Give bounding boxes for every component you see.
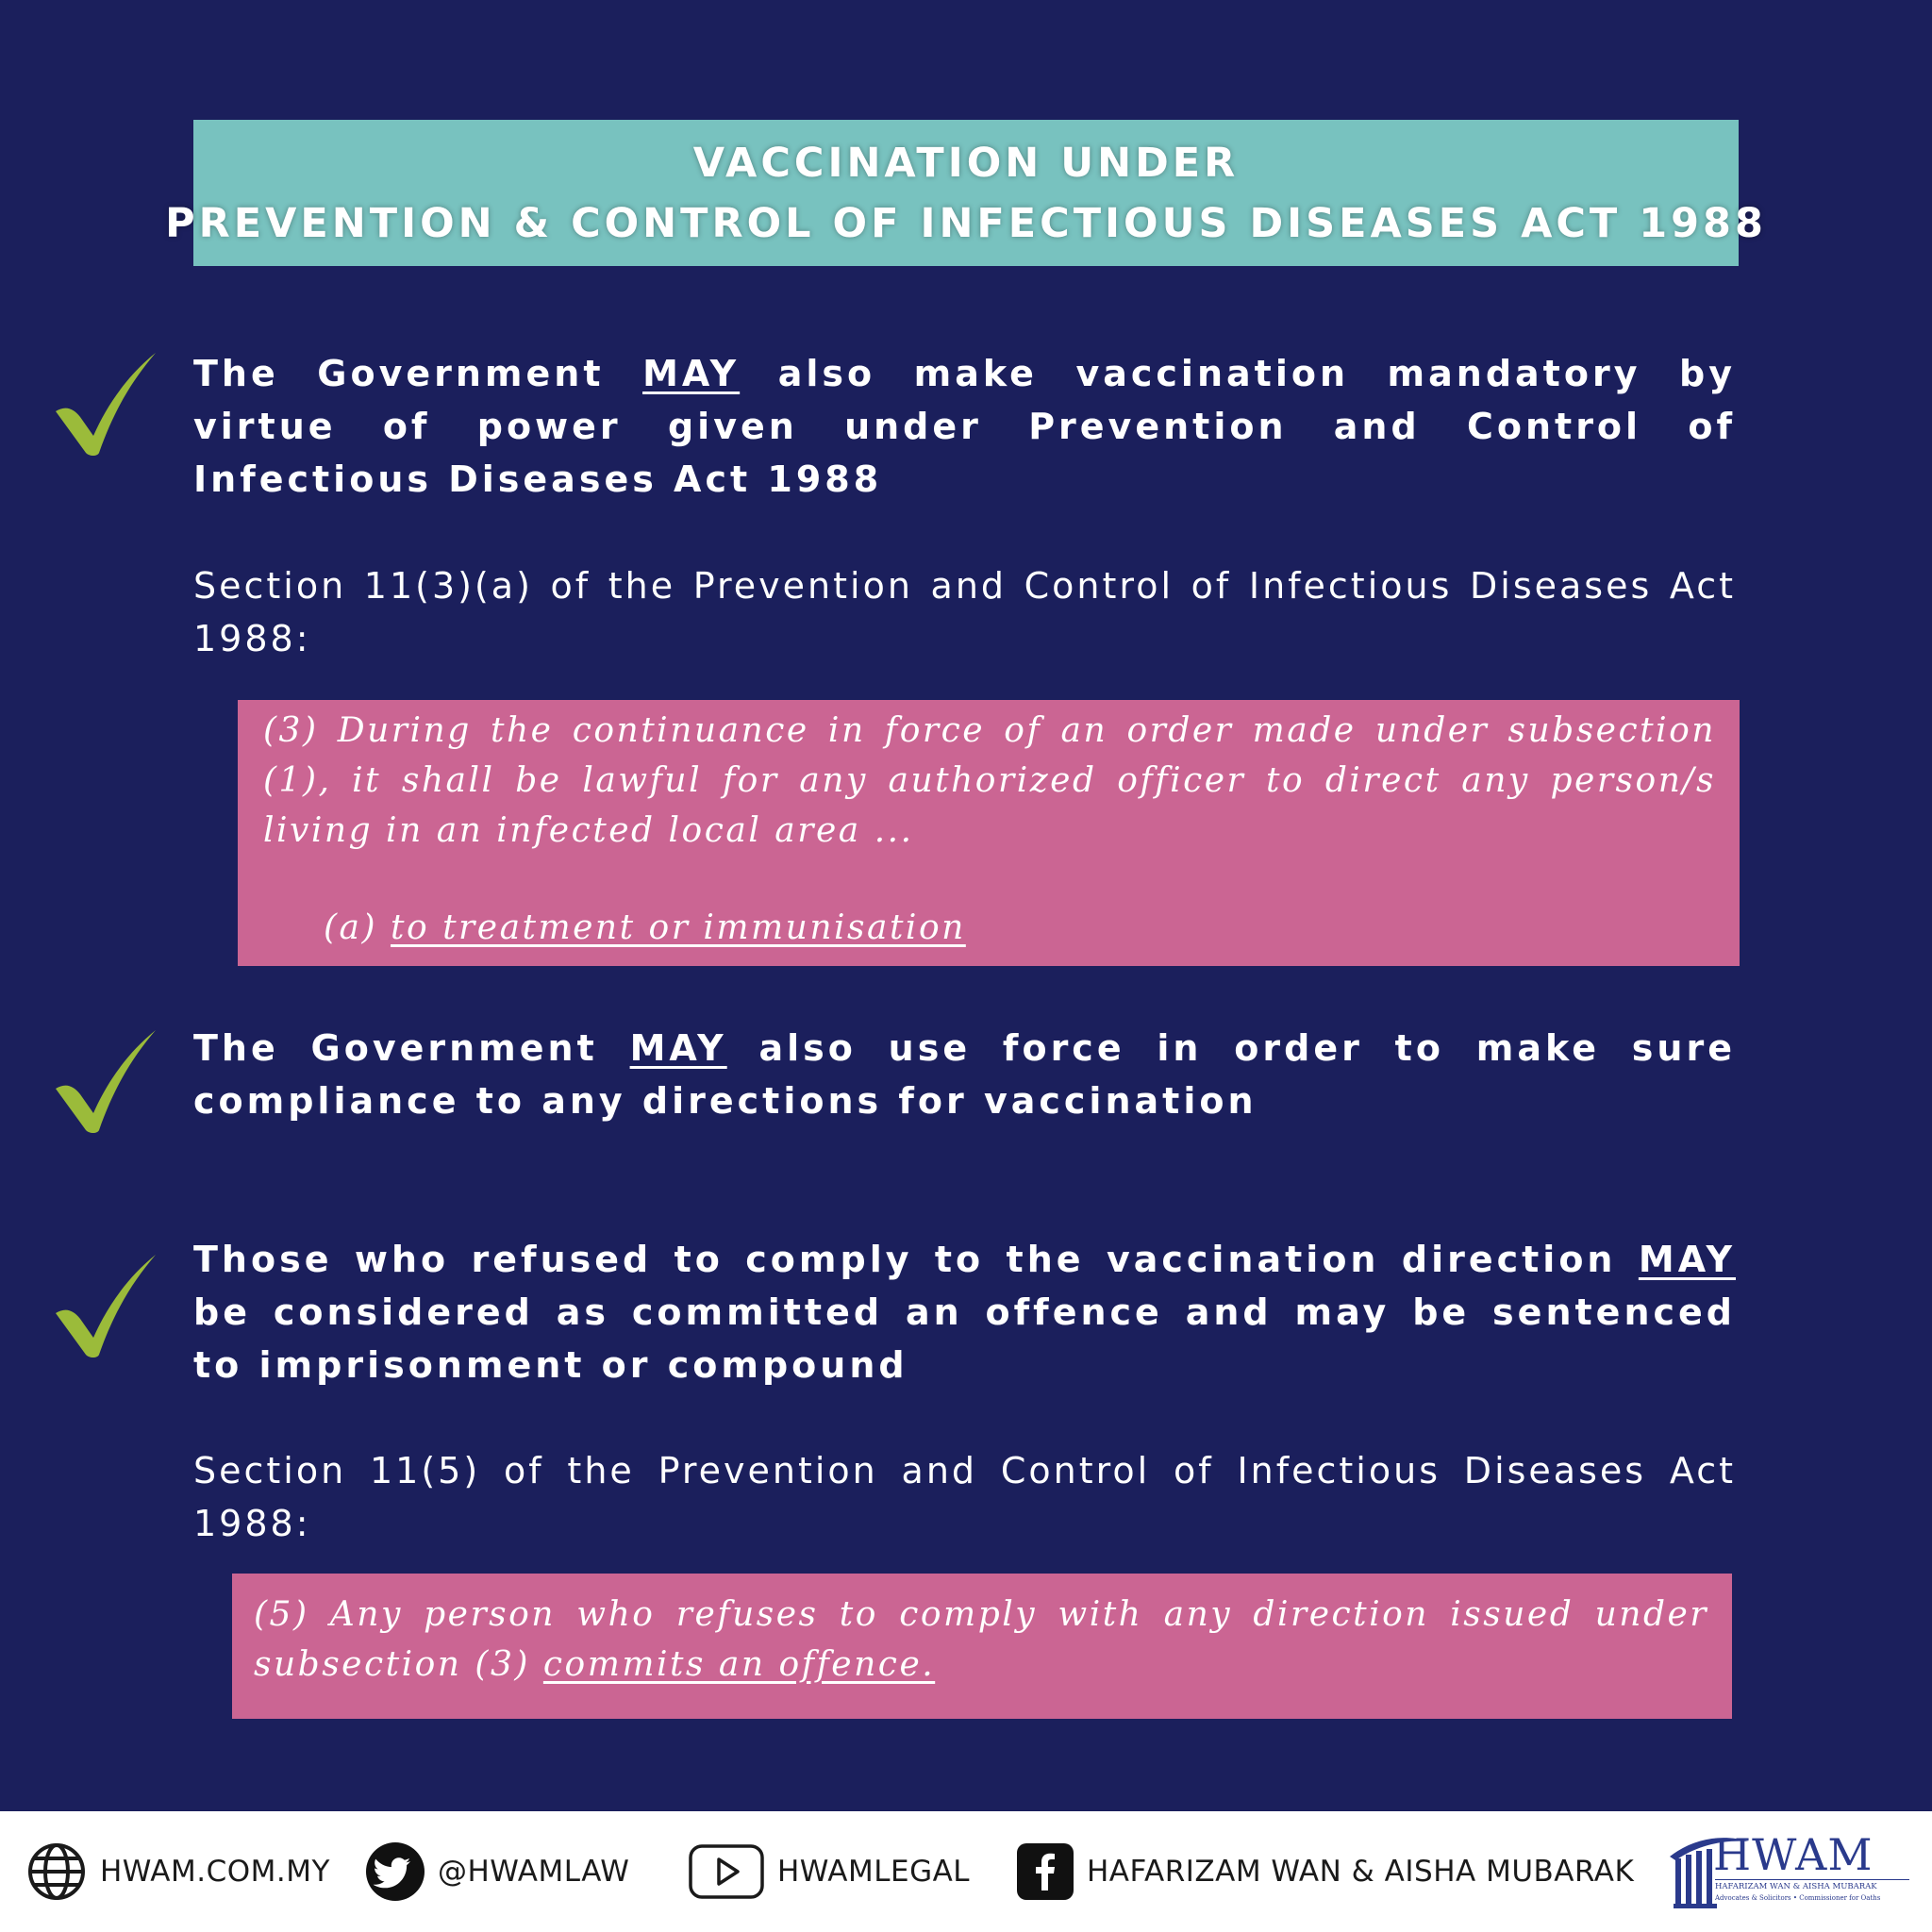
point-2-post: also use force in order to make sure compliance to any directions for vaccination: [193, 1027, 1736, 1122]
point-2-emphasis: MAY: [629, 1027, 727, 1069]
quote-1-item-text: to treatment or immunisation: [391, 908, 966, 947]
point-1-pre: The Government: [193, 353, 643, 394]
quote-1-item-a: [263, 903, 1716, 953]
point-3-post: be considered as committed an offence and may be sentenced to imprisonment or compound: [193, 1291, 1736, 1386]
point-3-emphasis: MAY: [1638, 1239, 1736, 1280]
checkmark-icon: [52, 1026, 158, 1134]
quote-1-text: (3) During the continuance in force of an order made under subsection (1), it shall be lawful for any authorized officer to direct any person/s living in an infected local area ...: [263, 711, 1716, 850]
facebook-icon: [1017, 1843, 1074, 1900]
point-offence: [193, 1233, 1736, 1391]
section-11-3-a-reference: Section 11(3)(a) of the Prevention and Control of Infectious Diseases Act 1988:: [193, 565, 1736, 659]
point-1-emphasis: MAY: [642, 353, 741, 394]
checkmark-icon: [52, 349, 158, 457]
footer-youtube-link[interactable]: [689, 1811, 970, 1932]
point-mandatory-vaccination: [193, 347, 1736, 506]
checkmark-icon: [52, 1251, 158, 1358]
footer-twitter-link[interactable]: [366, 1811, 629, 1932]
footer-website-text: HWAM.COM.MY: [100, 1855, 330, 1889]
footer-twitter-text: @HWAMLAW: [438, 1855, 630, 1889]
footer-facebook-link[interactable]: [1017, 1811, 1634, 1932]
title-banner: [165, 120, 1767, 266]
quote-2-underlined: commits an offence.: [542, 1645, 936, 1684]
quote-1-item-label: (a): [324, 908, 391, 947]
point-3-pre: Those who refused to comply to the vaccination direction: [193, 1239, 1639, 1280]
logo-mark-text: HWAM: [1713, 1829, 1874, 1880]
section-11-5-reference: Section 11(5) of the Prevention and Control of Infectious Diseases Act 1988:: [193, 1450, 1736, 1544]
globe-icon: [26, 1841, 87, 1902]
quote-section-11-3: [238, 700, 1740, 966]
hwam-logo: [1666, 1830, 1911, 1915]
point-use-of-force: [193, 1022, 1736, 1127]
point-1-post: also make vaccination mandatory by virtue of power given under Prevention and Control of Infectious Diseases Act 1988: [193, 353, 1736, 500]
quote-2-text: (5) Any person who refuses to comply with any direction issued under subsection (3): [254, 1595, 1708, 1684]
quote-section-11-5: [232, 1574, 1732, 1719]
title-line-1: VACCINATION UNDER: [692, 139, 1240, 187]
footer-youtube-text: HWAMLEGAL: [777, 1855, 971, 1889]
title-line-2: PREVENTION & CONTROL OF INFECTIOUS DISEASES ACT 1988: [165, 199, 1767, 247]
logo-tagline: Advocates & Solicitors • Commissioner for Oaths: [1715, 1894, 1881, 1902]
logo-firm-name: HAFARIZAM WAN & AISHA MUBARAK: [1715, 1879, 1909, 1891]
footer-facebook-text: HAFARIZAM WAN & AISHA MUBARAK: [1087, 1855, 1635, 1889]
point-2-pre: The Government: [193, 1027, 630, 1069]
twitter-icon: [366, 1842, 425, 1901]
youtube-icon: [689, 1844, 764, 1899]
footer-website-link[interactable]: [26, 1811, 330, 1932]
